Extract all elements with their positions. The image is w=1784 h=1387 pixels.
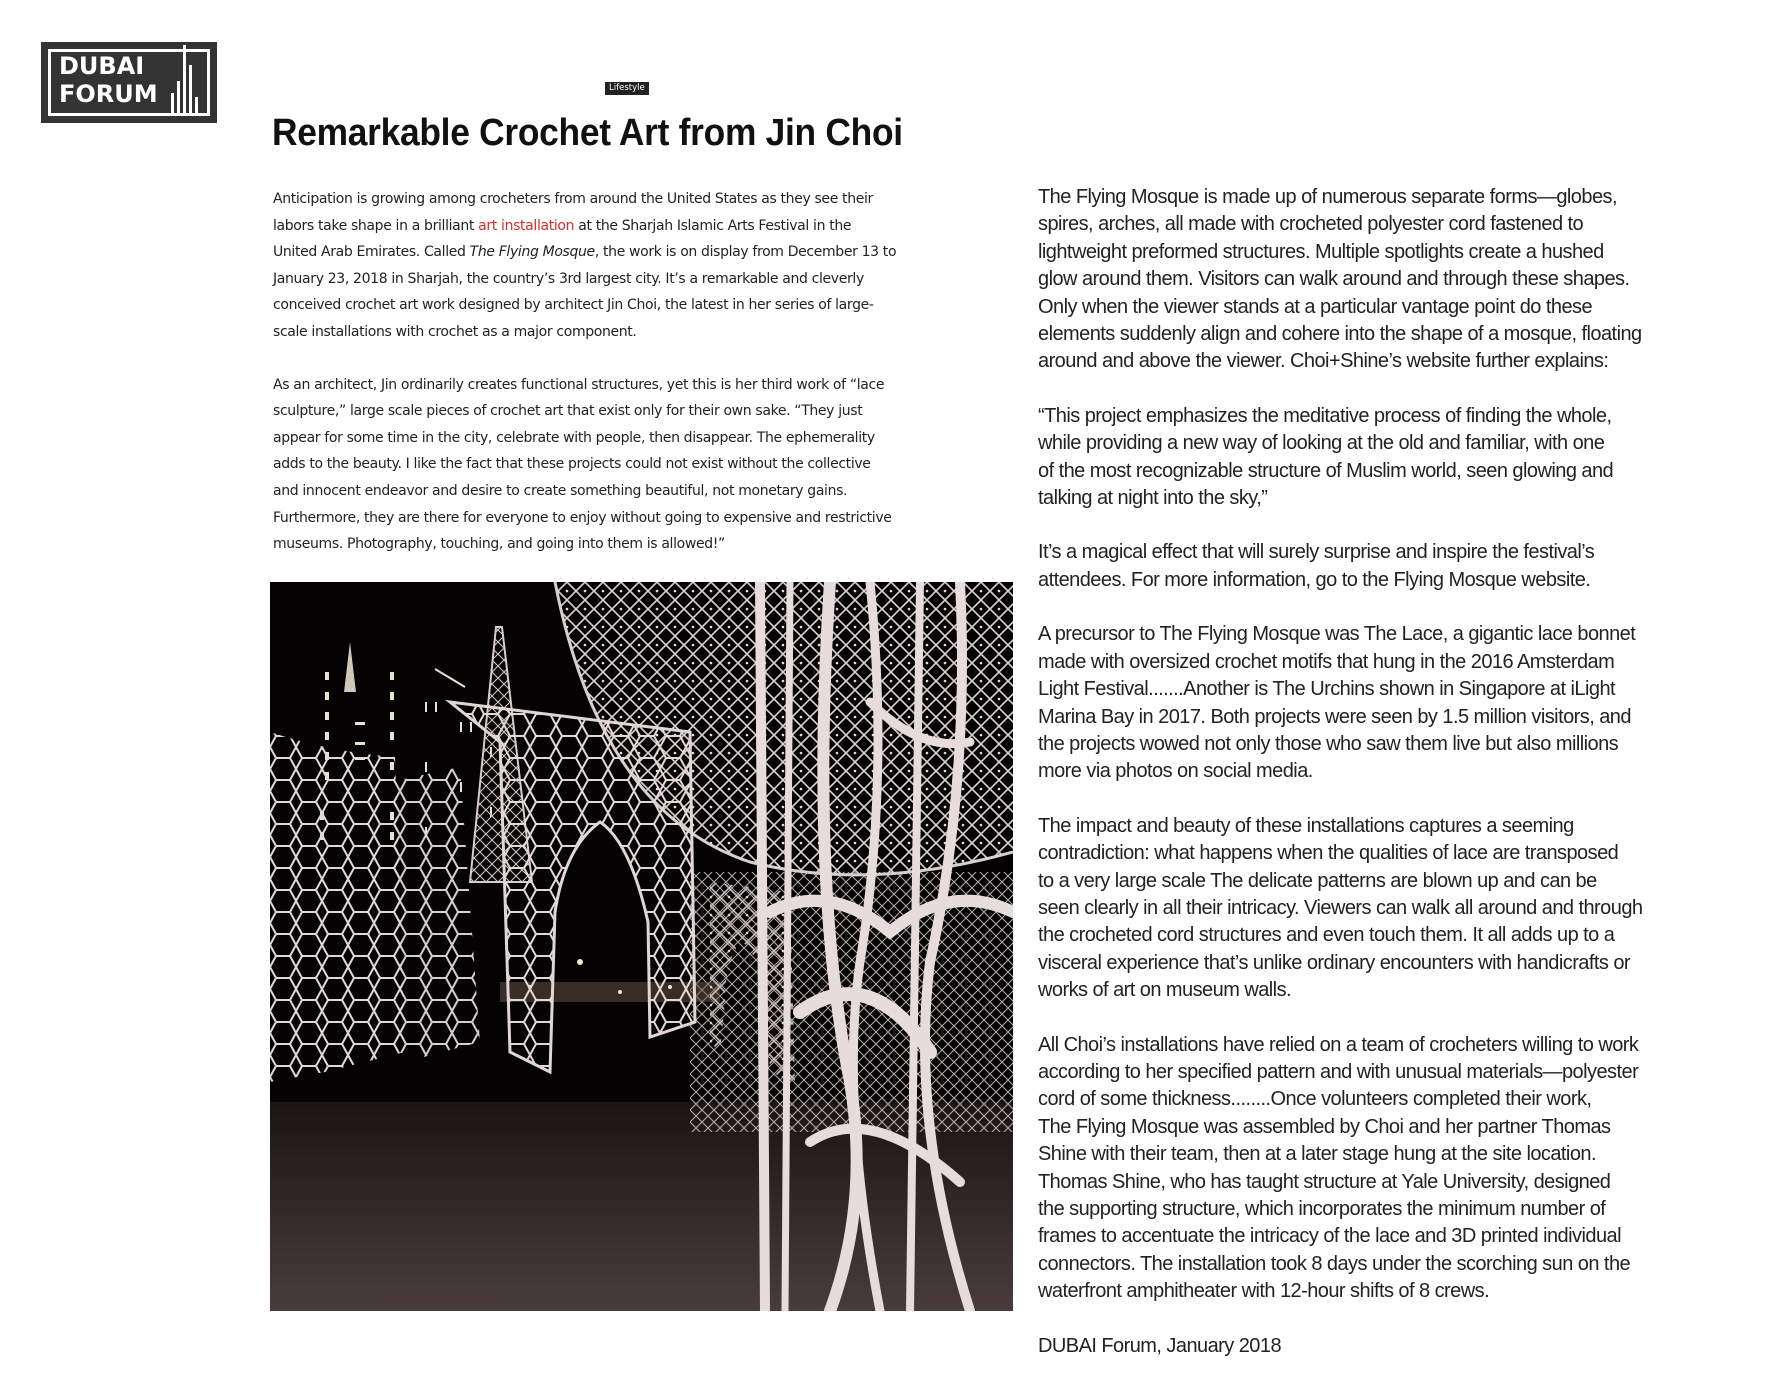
team-paragraph (1038, 1032, 1758, 1306)
article-title: Remarkable Crochet Art from Jin Choi (272, 112, 903, 154)
text-segment: United Arab Emirates. Called (273, 244, 470, 261)
logo-line-2: FORUM (59, 80, 158, 108)
text-line: lightweight preformed structures. Multiple spotlights create a hushed (1038, 240, 1604, 263)
text-segment: , the work is on display from December 13 to (594, 244, 897, 261)
logo-skyline-bars-icon (169, 45, 199, 115)
precursor-paragraph (1038, 621, 1758, 785)
impact-paragraph (1038, 813, 1758, 1005)
intro-paragraph (273, 186, 1013, 346)
text-line: cord of some thickness........Once volunteers completed their work, (1038, 1088, 1592, 1111)
website-quote-paragraph (1038, 403, 1758, 513)
text-line: around and above the viewer. Choi+Shine’s website further explains: (1038, 350, 1609, 373)
text-line: Thomas Shine, who has taught structure at Yale University, designed (1038, 1170, 1611, 1193)
text-line: appear for some time in the city, celebrate with people, then disappear. The ephemerality (273, 429, 875, 446)
text-line: while providing a new way of looking at the old and familiar, with one (1038, 432, 1605, 455)
text-line: and innocent endeavor and desire to create something beautiful, not monetary gains. (273, 482, 848, 499)
text-line: made with oversized crochet motifs that hung in the 2016 Amsterdam (1038, 650, 1615, 673)
text-line: the supporting structure, which incorporates the minimum number of (1038, 1198, 1606, 1220)
left-column (273, 186, 1013, 584)
right-column (1038, 184, 1758, 1387)
text-line: “This project emphasizes the meditative process of finding the whole, (1038, 404, 1612, 427)
text-line: Anticipation is growing among crocheters from around the United States as they see their (273, 191, 873, 207)
text-line: the crocheted cord structures and even touch them. It all adds up to a (1038, 924, 1615, 947)
text-line: Light Festival.......Another is The Urchins shown in Singapore at iLight (1038, 678, 1616, 701)
text-line: more via photos on social media. (1038, 760, 1313, 783)
text-line (273, 213, 1013, 240)
text-line: Marina Bay in 2017. Both projects were seen by 1.5 million visitors, and (1038, 705, 1631, 728)
text-line: to a very large scale The delicate patterns are blown up and can be (1038, 869, 1597, 892)
text-segment: labors take shape in a brilliant (273, 217, 479, 234)
text-line: waterfront amphitheater with 12-hour shifts of 8 crews. (1038, 1280, 1490, 1303)
text-line: All Choi’s installations have relied on a team of crocheters willing to work (1038, 1033, 1639, 1056)
text-line: The impact and beauty of these installations captures a seeming (1038, 814, 1574, 837)
text-line: scale installations with crochet as a major component. (273, 323, 637, 340)
text-segment: at the Sharjah Islamic Arts Festival in the (574, 217, 852, 234)
text-line: visceral experience that’s unlike ordinary encounters with handicrafts or (1038, 951, 1631, 974)
magical-effect-paragraph (1038, 539, 1758, 594)
text-line: spires, arches, all made with crocheted polyester cord fastened to (1038, 213, 1584, 236)
work-title-italic: The Flying Mosque (469, 244, 595, 261)
text-line: connectors. The installation took 8 days under the scorching sun on the (1038, 1252, 1631, 1275)
quote-paragraph (273, 372, 1013, 558)
text-line: As an architect, Jin ordinarily creates functional structures, yet this is her third work of “lace (273, 376, 885, 393)
text-line: talking at night into the sky,” (1038, 487, 1268, 510)
text-line: conceived crochet art work designed by architect Jin Choi, the latest in her series of large- (273, 297, 874, 314)
text-line: frames to accentuate the intricacy of the lace and 3D printed individual (1038, 1225, 1621, 1248)
text-line: A precursor to The Flying Mosque was The Lace, a gigantic lace bonnet (1038, 623, 1636, 646)
text-line: elements suddenly align and cohere into the shape of a mosque, floating (1038, 323, 1642, 346)
text-line: January 23, 2018 in Sharjah, the country’s 3rd largest city. It’s a remarkable and cleverly (273, 270, 864, 287)
text-line: seen clearly in all their intricacy. Viewers can walk all around and through (1038, 896, 1643, 919)
signature-text: DUBAI Forum, January 2018 (1038, 1334, 1282, 1357)
text-line: contradiction: what happens when the qualities of lace are transposed (1038, 842, 1619, 865)
text-line: Shine with their team, then at a later stage hung at the site location. (1038, 1143, 1596, 1166)
text-line: glow around them. Visitors can walk around and through these shapes. (1038, 268, 1630, 291)
category-tag[interactable]: Lifestyle (605, 82, 649, 95)
photo-illustration (270, 582, 1013, 1311)
description-paragraph (1038, 184, 1758, 376)
text-line: sculpture,” large scale pieces of crochet art that exist only for their own sake. “They just (273, 403, 863, 420)
text-line: of the most recognizable structure of Muslim world, seen glowing and (1038, 459, 1614, 482)
text-line: The Flying Mosque is made up of numerous separate forms—globes, (1038, 186, 1617, 208)
installation-photo (270, 582, 1013, 1311)
text-line: Furthermore, they are there for everyone to enjoy without going to expensive and restrictive (273, 509, 892, 526)
logo-line-1: DUBAI (59, 52, 145, 80)
text-line: museums. Photography, touching, and going into them is allowed!” (273, 536, 725, 553)
art-installation-link[interactable]: art installation (478, 217, 575, 234)
text-line: works of art on museum walls. (1038, 979, 1292, 1002)
logo-text (59, 52, 160, 108)
text-line: It’s a magical effect that will surely surprise and inspire the festival’s (1038, 541, 1595, 564)
text-line: the projects wowed not only those who saw them live but also millions (1038, 732, 1619, 755)
text-line: adds to the beauty. I like the fact that these projects could not exist without the collective (273, 456, 871, 473)
signature (1038, 1333, 1758, 1360)
dubai-forum-logo[interactable] (41, 42, 217, 123)
text-line: Only when the viewer stands at a particular vantage point do these (1038, 295, 1593, 318)
text-line: attendees. For more information, go to the Flying Mosque website. (1038, 568, 1591, 591)
text-line: The Flying Mosque was assembled by Choi and her partner Thomas (1038, 1115, 1611, 1138)
text-line (273, 239, 1013, 266)
text-line: according to her specified pattern and with unusual materials—polyester (1038, 1060, 1639, 1083)
